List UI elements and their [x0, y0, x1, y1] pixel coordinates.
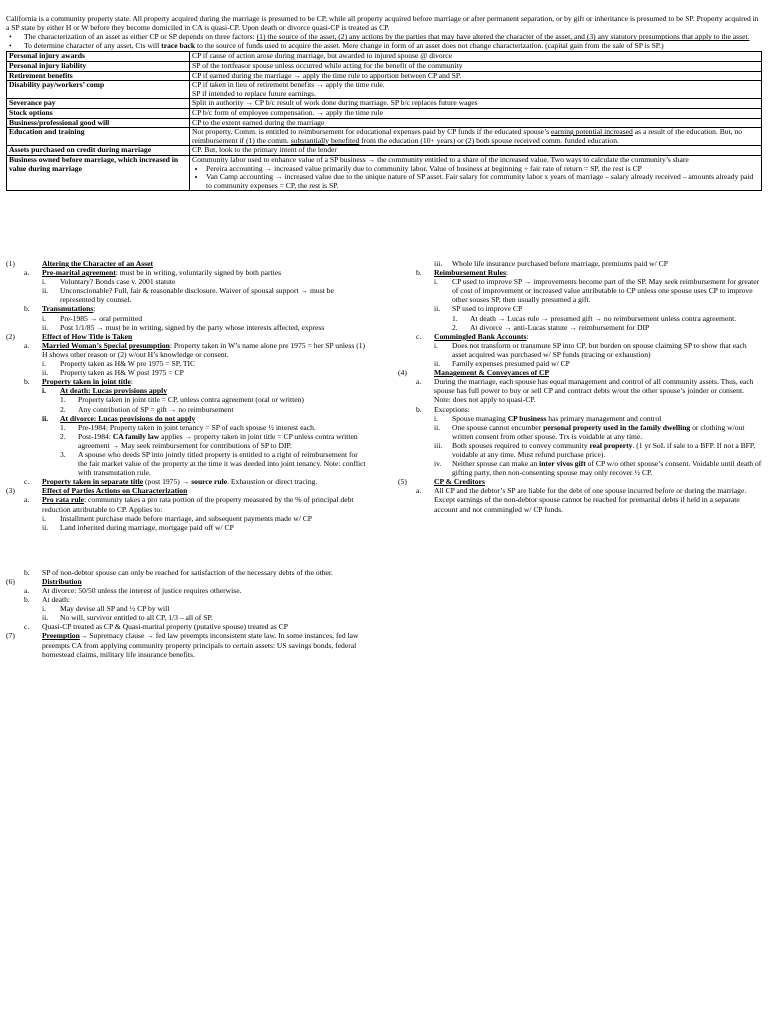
list-item: b. Transmutations:: [24, 304, 96, 314]
list-item: b. SP of non-debtor spouse can only be reached for satisfaction of the necessary debts of the other.: [24, 567, 333, 577]
list-item: 3. A spouse who deeds SP into jointly titled property is entitled to a right of reimbursement for the fair market value of the property at the time it was deeded into joint tenancy. Note: conflict with transmutation rule.: [60, 449, 366, 478]
list-item: i. Installment purchase made before marriage, and subsequent payments made w/ CP: [42, 513, 312, 523]
list-item: a. During the marriage, each spouse has equal management and control of all community assets. Thus, each spouse has full power to buy or sell CP and contract debts w/out the other spouse’s joinder or consent. Note: does not apply to quasi-CP.: [416, 377, 754, 405]
table-row: Stock options CP b/c form of employee compensation. → apply the time rule: [7, 108, 762, 118]
list-item: ii. Unconscionable? Full, fair & reasonable disclosure. Waiver of spousal support → must be represented by counsel.: [42, 286, 334, 305]
list-item: i. Spouse managing CP business has primary management and control: [434, 413, 662, 423]
section-heading: (5) CP & Creditors: [398, 477, 485, 487]
list-item: c. Quasi-CP treated as CP & Quasi-marital property (putative spouse) treated as CP: [24, 622, 288, 632]
left-column: [6, 259, 368, 659]
section-heading: (3) Effect of Parties Actions on Characterization: [6, 486, 188, 496]
table-row: Business/professional good will CP to the extent earned during the marriage: [7, 118, 762, 128]
table-row: Education and training Not property. Comm. is entitled to reimbursement for educational expenses paid by CP funds if the educated spouse’s earning potential increased as a result of the education. But, no reimbursement if (1) the comm. substantially benefited from the education (10+ years) or (2) both spouse received comm. funded education.: [7, 128, 762, 146]
list-item: i. Property taken as H& W pre 1975 = SP, TIC: [42, 359, 196, 369]
list-item: iv. Neither spouse can make an inter vivos gift of CP w/o other spouse’s consent. Voidable until death of gifting party, then non-consenting spouse may only recover ½ CP.: [434, 459, 762, 478]
list-item: 2. At divorce → anti-Lucas statute → reimbursement for DIP: [452, 322, 650, 332]
list-item: c. Commingled Bank Accounts:: [416, 331, 529, 341]
intro-paragraph: California is a community property state. All property acquired during the marriage is presumed to be CP, while all property acquired before marriage or after permanent separation, or by gift or inheritance is presumed to be SP. Property acquired in a SP state by either H or W before they become domiciled in CA is quasi-CP. Upon death or divorce quasi-CP is treated as CP.: [6, 14, 759, 33]
intro-bullet-factors: • The characterization of an asset as either CP or SP depends on three factors: (1) the source of the asset, (2) any actions by the parties that may have altered the character of the asset, and (3) any statutory presumptions that apply to the asset.: [6, 32, 762, 41]
intro-section: [6, 14, 762, 50]
section-heading: (4) Management & Conveyances of CP: [398, 368, 550, 378]
list-item: iii. Whole life insurance purchased before marriage, premiums paid w/ CP: [434, 259, 668, 268]
section-heading: (1) Altering the Character of an Asset: [6, 259, 154, 268]
list-item: 1. Property taken in joint title = CP, unless contra agreement (oral or written): [60, 395, 304, 405]
list-item: i. Voluntary? Bonds case v. 2001 statute: [42, 277, 176, 287]
section-heading: (2) Effect of How Title is Taken: [6, 331, 133, 341]
list-item: ii. One spouse cannot encumber personal property used in the family dwelling or clothing w/out written consent from other spouse. Trx is voidable at any time.: [434, 422, 745, 441]
list-item: b. Reimbursement Rules:: [416, 268, 509, 278]
list-item: 1. Pre-1984: Property taken in joint tenancy = SP of each spouse ½ interest each.: [60, 422, 316, 432]
list-item: a. Pro rata rule: community takes a pro rata portion of the property measured by the % of principal debt reduction attributable to CP. Applies to:: [24, 495, 354, 514]
table-row: Personal injury liability SP of the tortfeasor spouse unless occurred while acting for the benefit of the community: [7, 61, 762, 71]
list-item: i. CP used to improve SP → improvements become part of the SP. May seek reimbursement for greater of cost of improvement or increased value attributable to CP unless one spouse uses CP to improve other souses SP, then usually presumed a gift.: [434, 277, 760, 305]
list-item: ii. Land inherited during marriage, mortgage paid off w/ CP: [42, 522, 234, 532]
intro-bullet-trace-back: • To determine character of any asset, Cts will trace back to the source of funds used to acquire the asset. Mere change in form of an asset does not change characterization. (capital gain from the sale of SP is SP.): [6, 41, 762, 50]
list-item: iii. Both spouses required to convey community real property. (1 yr SoL if sale to a BFP. If not a BFP, voidable at any time. Must refund purchase price).: [434, 440, 756, 459]
list-item: 2. Post-1984: CA family law applies → property taken in joint title = CP unless contra written agreement → May seek reimbursement for contributions of SP to DIP.: [60, 431, 358, 450]
table-row: Business owned before marriage, which increased in value during marriage Community labor used to enhance value of a SP business → the community entitled to a share of the increased value. Two ways to calculate the community’s share • Pereira accounting → increased value primarily due to community labor. Value of business at beginning + fair rate of return = SP, the rest is CP • Van Camp accounting → increased value due to the unique nature of SP asset. Fair salary for community labor x years of marriage – salary already received – amounts already paid to community expenses = CP, the rest is SP.: [7, 155, 762, 190]
list-item: c. Property taken in separate title (post 1975) → source rule. Exhaustion or direct tracing.: [24, 477, 318, 487]
table-row: Retirement benefits CP if earned during the marriage → apply the time rule to apportion between CP and SP.: [7, 71, 762, 81]
list-item: b. At death:: [24, 595, 71, 605]
outline-page: [6, 14, 762, 191]
list-item: a. Married Woman’s Special presumption: Property taken in W’s name alone pre 1975 = her SP unless (1) H shows other reason or (2) w/out H’s knowledge or consent.: [24, 340, 366, 359]
characterization-table: [6, 51, 762, 191]
list-item: a. Pre-marital agreement: must be in writing, voluntarily signed by both parties: [24, 268, 282, 278]
list-item: i. Pre-1985 → oral permitted: [42, 313, 143, 323]
section-heading: (6) Distribution: [6, 576, 82, 586]
section-heading: (7) Preemption→ Supremacy clause → fed law preempts inconsistent state law. In some instances, fed law preempts CA from applying community property principals to certain assets: US savings bonds, federal homestead claims, military life insurance benefits.: [6, 631, 359, 659]
list-item: ii. Family expenses presumed paid w/ CP: [434, 359, 570, 369]
list-item: b. Exceptions:: [416, 404, 470, 414]
list-item: 2. Any contribution of SP = gift → no reimbursement: [60, 404, 234, 414]
list-item: ii. No will, survivor entitled to all CP, 1/3 – all of SP.: [42, 613, 213, 623]
list-item: • Pereira accounting → increased value primarily due to community labor. Value of business at beginning + fair rate of return = SP, the rest is CP: [206, 165, 759, 174]
list-item: ii. At divorce: Lucas provisions do not apply: [42, 413, 196, 423]
table-row: Severance pay Split in authority → CP b/c result of work done during marriage. SP b/c replaces future wages: [7, 99, 762, 109]
list-item: i. Does not transform or transmute SP into CP, but burden on spouse claiming SP to show that each asset acquired was purchased w/ SP funds (tracing or exhaustion): [434, 340, 747, 359]
list-item: b. Property taken in joint title:: [24, 377, 133, 387]
list-item: ii. Post 1/1/85 → must be in writing, signed by the party whose interests affected, express: [42, 322, 325, 332]
table-row: Personal injury awards CP if cause of action arose during marriage, but awarded to injured spouse @ divorce: [7, 52, 762, 62]
list-item: a. At divorce: 50/50 unless the interest of justice requires otherwise.: [24, 586, 242, 595]
right-column: [398, 259, 762, 514]
list-item: • Van Camp accounting → increased value due to the unique nature of SP asset. Fair salary for community labor x years of marriage – salary already received – amounts already paid to community expenses = CP, the rest is SP.: [206, 173, 759, 190]
list-item: a. All CP and the debtor’s SP are liable for the debt of one spouse incurred before or during the marriage. Except earnings of the non-debtor spouse cannot be reached for premarital debts if held in a separate account and not commingled w/ CP funds.: [416, 486, 747, 514]
list-item: i. At death: Lucas provisions apply: [42, 386, 168, 396]
list-item: ii. SP used to improve CP: [434, 304, 523, 314]
list-item: 1. At death → Lucas rule → presumed gift → no reimbursement unless contra agreement.: [452, 313, 737, 323]
table-row: Assets purchased on credit during marriage CP. But, look to the primary intent of the lender: [7, 146, 762, 156]
list-item: i. May devise all SP and ½ CP by will: [42, 604, 170, 614]
table-row: Disability pay/workers’ comp CP if taken in lieu of retirement benefits → apply the time rule. SP if intended to replace future earnings.: [7, 81, 762, 99]
list-item: ii. Property taken as H& W post 1975 = CP: [42, 368, 184, 378]
